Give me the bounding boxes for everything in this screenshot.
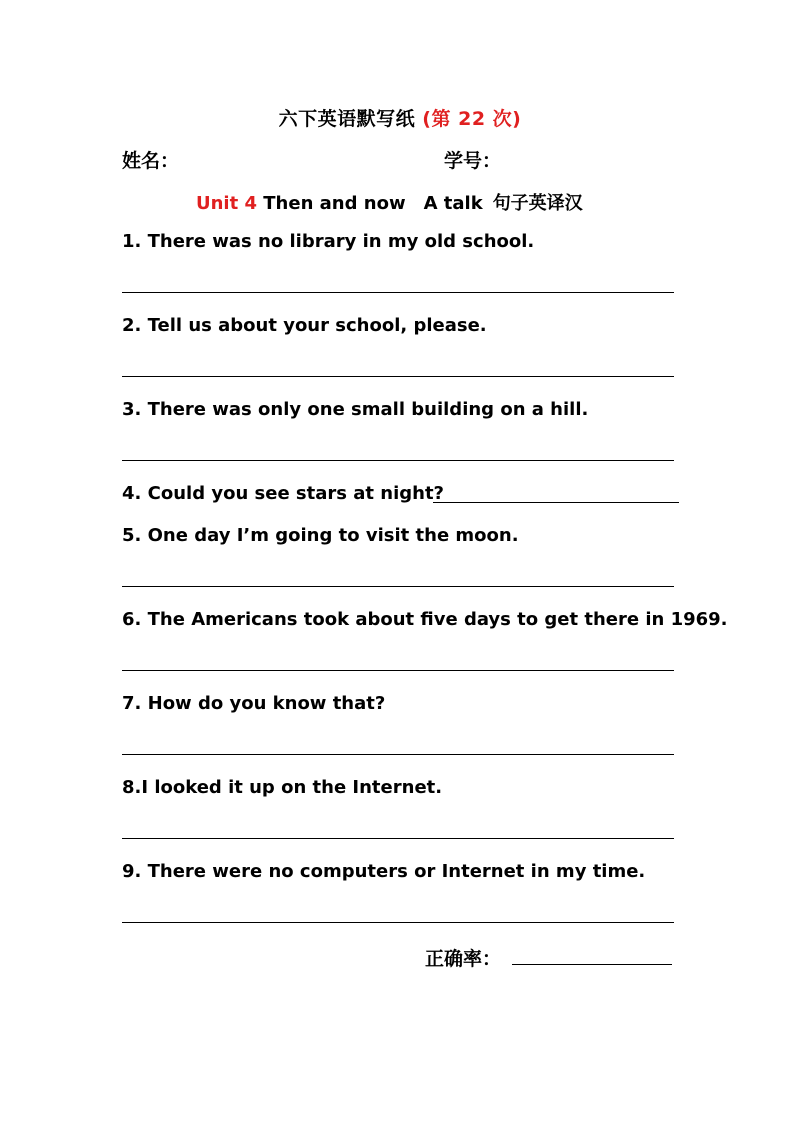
accuracy-label: 正确率： [425,948,502,970]
sentence-9: 9. There were no computers or Internet in my time. [122,861,646,882]
title-session: (第 22 次) [422,108,522,130]
sentence-8: 8.I looked it up on the Internet. [122,777,443,798]
unit-label: Unit 4 [196,193,257,214]
sentence-6: 6. The Americans took about five days to get there in 1969. [122,609,728,630]
answer-line-4[interactable] [433,502,679,503]
unit-topic: Then and now [263,193,406,214]
answer-line-3[interactable] [122,460,674,461]
answer-line-5[interactable] [122,586,674,587]
section-label: A talk [423,193,483,214]
answer-line-6[interactable] [122,670,674,671]
student-id-label: 学号： [444,150,502,172]
sentence-7: 7. How do you know that? [122,693,386,714]
title-main: 六下英语默写纸 [278,108,416,130]
answer-line-8[interactable] [122,838,674,839]
answer-line-2[interactable] [122,376,674,377]
name-label: 姓名： [122,150,180,172]
sentence-2: 2. Tell us about your school, please. [122,315,487,336]
answer-line-7[interactable] [122,754,674,755]
answer-line-1[interactable] [122,292,674,293]
task-label: 句子英译汉 [492,193,583,214]
accuracy-line[interactable] [512,964,672,965]
sentence-1: 1. There was no library in my old school. [122,231,535,252]
page-title [0,104,800,131]
sentence-3: 3. There was only one small building on a hill. [122,399,589,420]
unit-subtitle [196,189,583,215]
sentence-4: 4. Could you see stars at night? [122,483,444,504]
answer-line-9[interactable] [122,922,674,923]
sentence-5: 5. One day I’m going to visit the moon. [122,525,519,546]
